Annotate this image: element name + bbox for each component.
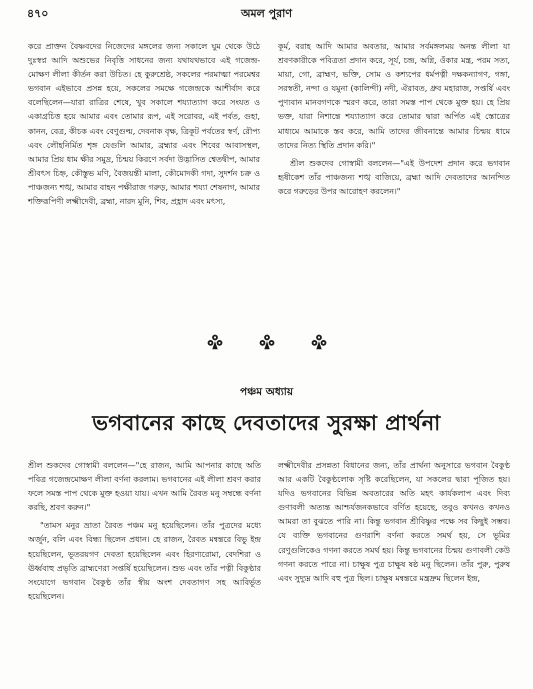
ornament-icon: [258, 333, 276, 351]
column-top-right: [278, 39, 510, 198]
paragraph: করে প্রাক্তন বৈষ্ণবদের নিজেদের মঙ্গলের জন্য সকালে ঘুম থেকে উঠে দুঃস্বপ্ন আদি অশুভের নিবৃত্তি সাধনের জন্য যথাযথভাবে এই গজেন্দ্র-মোক্ষণ লীলা কীর্তন করা উচিত। হে কুরুশ্রেষ্ঠ, সকলের পরমাত্মা পরমেশ্বর ভগবান এইভাবে প্রসন্ন হয়ে, সকলের সমক্ষে গজেন্দ্রকে আশীর্বাদ করে বলেছিলেন—যারা রাত্রির শেষে, খুব সকালে শয্যাত্যাগ করে সংযত ও একাগ্রচিত্ত হয়ে আমার এবং তোমার রূপ, এই সরোবর, এই পর্বত, গুহা, কানন, বেত্র, কীচক এবং বেণুগুল্ম, দেবনাক বৃক্ষ, ত্রিকূট পর্বতের স্বর্ণ, রৌপ্য এবং লৌহনির্মিত শৃঙ্গ যেগুলি আমার, ব্রহ্মার এবং শিবের আবাসস্থল, আমার প্রিয় ধাম ক্ষীর সমুদ্র, চিন্ময় কিরণে সর্বদা উদ্ভাসিত শ্বেতদ্বীপ, আমার শ্রীবৎস চিহ্ন, কৌস্তুভ মণি, বৈজয়ন্তী মালা, কৌমোদকী গদা, সুদর্শন চক্র ও পাঞ্চজন্য শঙ্খ, আমার বাহন পক্ষীরাজ গরুড়, আমার শয্যা শেষনাগ, আমার শক্তিরূপিণী লক্ষ্মীদেবী, ব্রহ্মা, নারদ মুনি, শিব, প্রহ্লাদ এবং মৎস্য,: [28, 41, 260, 207]
column-bottom-right: [278, 458, 510, 585]
paragraph: "তামস মনুর ভ্রাতা রৈবত পঞ্চম মনু হয়েছিলেন। তাঁর পুত্রদের মধ্যে অর্জুন, বলি এবং বিন্ধ্য ছিলেন প্রধান। হে রাজন, রৈবত মন্বন্তরে বিভু ইন্দ্র হয়েছিলেন, ভূতরয়গণ দেবতা হয়েছিলেন এবং হিরণ্যরোমা, বেদশিরা ও ঊর্ধ্ববাহু প্রভৃতি ব্রাহ্মণেরা সপ্তর্ষি হয়েছিলেন। শুভ এবং তাঁর পত্নী বিকুণ্ঠার সংযোগে ভগবান বৈকুণ্ঠ তাঁর স্বীয় অংশ দেবতাগণ সহ আবির্ভূত হয়েছিলেন।: [28, 520, 261, 601]
paragraph: শ্রীল শুকদেব গোস্বামী বললেন—"হে রাজন, আমি আপনার কাছে অতি পবিত্র গজেন্দ্রমোক্ষণ লীলা বর্ণনা করলাম। ভগবানের এই লীলা শ্রবণ করার ফলে সমস্ত পাপ থেকে মুক্ত হওয়া যায়। এখন আমি রৈবত মনু সম্বন্ধে বর্ণনা করছি, শ্রবণ করুন।": [28, 460, 261, 513]
ornament-icon: [310, 333, 328, 351]
chapter-number: পঞ্চম অধ্যায়: [239, 386, 294, 398]
paragraph: লক্ষ্মীদেবীর প্রসন্নতা বিধানের জন্য, তাঁর প্রার্থনা অনুসারে ভগবান বৈকুণ্ঠ আর একটি বৈকুণ্ঠলোক সৃষ্টি করেছিলেন, যা সকলের দ্বারা পূজিত হয়। যদিও ভগবানের বিভিন্ন অবতারের অতি মহৎ কার্যকলাপ এবং দিব্য গুণাবলী অত্যন্ত আশ্চর্যজনকভাবে বর্ণিত হয়েছে, তবুও কখনও কখনও আমরা তা বুঝতে পারি না। কিন্তু ভগবান শ্রীবিষ্ণুর পক্ষে সব কিছুই সম্ভব। যে ব্যক্তি ভগবানের গুণরাশি বর্ণনা করতে সমর্থ হয়, সে ভূমির রেণুগুলিকেও গণনা করতে সমর্থ হয়। কিন্তু ভগবানের চিন্ময় গুণাবলী কেউ গণনা করতে পারে না। চাক্ষুষ পুত্র চাক্ষুষ ষষ্ঠ মনু ছিলেন। তাঁর পুরু, পুরুষ এবং সুদ্যুম্ন আদি বহু পুত্র ছিল। চাক্ষুষ মন্বন্তরে মন্ত্রদ্রুম ছিলেন ইন্দ্র,: [278, 460, 510, 583]
running-header-title: অমল পুরাণ: [240, 7, 293, 20]
page-number: ৪৭০: [27, 7, 49, 20]
paragraph: শ্রীল শুকদেব গোস্বামী বললেন—"এই উপদেশ প্রদান করে ভগবান হৃষীকেশ তাঁর পাঞ্চজন্য শঙ্খ বাজিয়ে, ব্রহ্মা আদি দেবতাদের আনন্দিত করে গরুড়ের উপর আরোহণ করলেন।": [278, 157, 510, 196]
chapter-title: ভগবানের কাছে দেবতাদের সুরক্ষা প্রার্থনা: [92, 411, 441, 435]
column-top-left: [28, 39, 260, 208]
section-ornaments: [0, 333, 533, 351]
paragraph: কূর্ম, বরাহ আদি আমার অবতার, আমার সর্বমঙ্গলময় অনন্ত লীলা যা শ্রবণকারীকে পবিত্রতা প্রদান করে, সূর্য, চন্দ্র, অগ্নি, ওঁকার মন্ত্র, পরম সত্য, মায়া, গো, ব্রাহ্মণ, ভক্তি, সোম ও কশ্যপের ধর্মপত্নী দক্ষকন্যাগণ, গঙ্গা, সরস্বতী, নন্দা ও যমুনা (কালিন্দী) নদী, ঐরাবত, ধ্রুব মহারাজ, সপ্তর্ষি এবং পুণ্যবান মানবগণকে স্মরণ করে, তারা সমস্ত পাপ থেকে মুক্ত হয়। হে প্রিয় ভক্ত, যারা নিশান্তে শয্যাত্যাগ করে তোমার দ্বারা অর্পিত এই স্তোত্রের মাধ্যমে আমাকে স্তব করে, আমি তাদের জীবনান্তে আমার চিন্ময় ধামে তাদের নিত্য স্থিতি প্রদান করি।": [278, 41, 510, 150]
column-bottom-left: [28, 458, 261, 603]
ornament-icon: [206, 333, 224, 351]
